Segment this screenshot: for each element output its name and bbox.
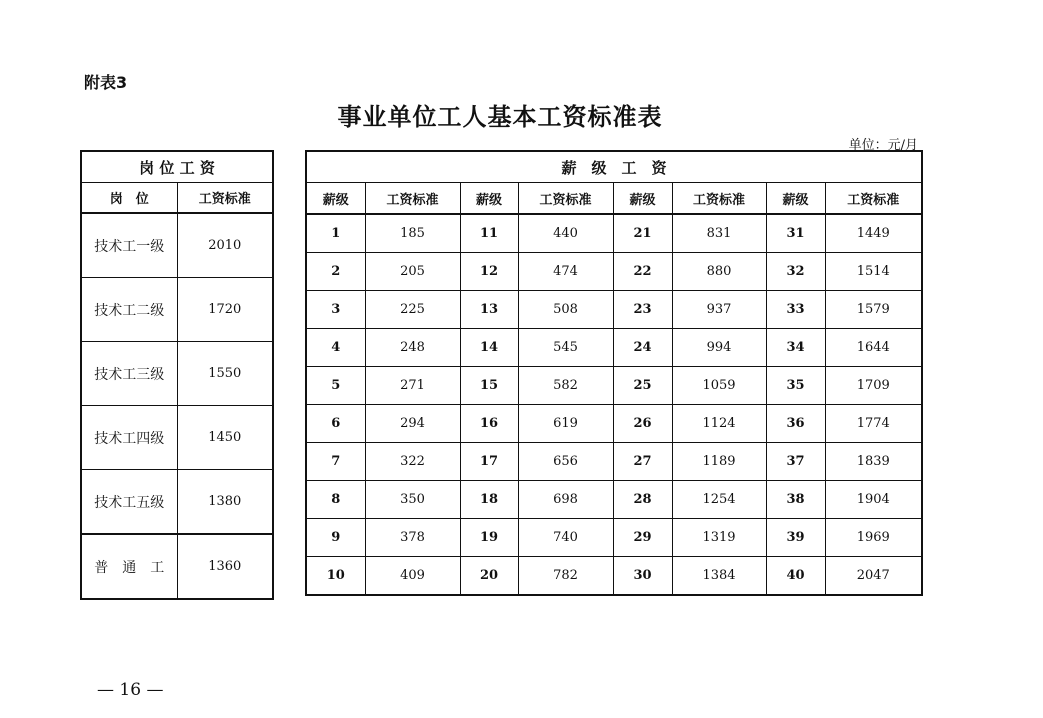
grade-number-cell: 36 xyxy=(766,405,825,443)
grade-number-cell: 10 xyxy=(306,557,365,596)
grade-value-cell: 656 xyxy=(518,443,613,481)
grade-value-cell: 1579 xyxy=(825,291,922,329)
col-grade-standard-header: 工资标准 xyxy=(365,183,460,215)
post-standard-cell: 1360 xyxy=(177,534,273,599)
grade-value-cell: 545 xyxy=(518,329,613,367)
post-wage-header: 岗 位 工 资 xyxy=(81,151,273,183)
table-row xyxy=(81,278,273,342)
grade-value-cell: 1774 xyxy=(825,405,922,443)
post-name-cell: 技术工五级 xyxy=(81,470,177,535)
grade-wage-table xyxy=(305,150,923,596)
grade-value-cell: 782 xyxy=(518,557,613,596)
grade-value-cell: 248 xyxy=(365,329,460,367)
post-name-cell: 技术工三级 xyxy=(81,342,177,406)
grade-number-cell: 26 xyxy=(613,405,672,443)
grade-value-cell: 1254 xyxy=(672,481,766,519)
table-row xyxy=(306,519,922,557)
post-name-cell: 技术工一级 xyxy=(81,213,177,278)
table-row xyxy=(81,342,273,406)
grade-value-cell: 880 xyxy=(672,253,766,291)
grade-number-cell: 17 xyxy=(460,443,518,481)
table-row xyxy=(306,367,922,405)
grade-number-cell: 1 xyxy=(306,214,365,253)
col-grade-header: 薪级 xyxy=(460,183,518,215)
grade-value-cell: 2047 xyxy=(825,557,922,596)
grade-number-cell: 38 xyxy=(766,481,825,519)
grade-value-cell: 1384 xyxy=(672,557,766,596)
grade-number-cell: 4 xyxy=(306,329,365,367)
grade-value-cell: 185 xyxy=(365,214,460,253)
col-grade-standard-header: 工资标准 xyxy=(672,183,766,215)
grade-number-cell: 15 xyxy=(460,367,518,405)
table-row xyxy=(306,214,922,253)
grade-number-cell: 34 xyxy=(766,329,825,367)
grade-value-cell: 350 xyxy=(365,481,460,519)
col-post-header: 岗 位 xyxy=(81,183,177,214)
grade-number-cell: 39 xyxy=(766,519,825,557)
table-row xyxy=(306,443,922,481)
grade-number-cell: 18 xyxy=(460,481,518,519)
grade-value-cell: 322 xyxy=(365,443,460,481)
grade-number-cell: 40 xyxy=(766,557,825,596)
grade-number-cell: 12 xyxy=(460,253,518,291)
table-row xyxy=(306,253,922,291)
grade-value-cell: 1839 xyxy=(825,443,922,481)
grade-number-cell: 14 xyxy=(460,329,518,367)
page-number: — 16 — xyxy=(97,680,164,700)
grade-number-cell: 21 xyxy=(613,214,672,253)
table-row xyxy=(81,534,273,599)
grade-value-cell: 1189 xyxy=(672,443,766,481)
grade-number-cell: 29 xyxy=(613,519,672,557)
post-standard-cell: 1550 xyxy=(177,342,273,406)
grade-number-cell: 37 xyxy=(766,443,825,481)
post-standard-cell: 1720 xyxy=(177,278,273,342)
grade-number-cell: 13 xyxy=(460,291,518,329)
grade-value-cell: 1709 xyxy=(825,367,922,405)
table-row xyxy=(81,470,273,535)
grade-column-headers xyxy=(306,183,922,215)
grade-number-cell: 16 xyxy=(460,405,518,443)
grade-number-cell: 19 xyxy=(460,519,518,557)
grade-number-cell: 24 xyxy=(613,329,672,367)
table-row xyxy=(81,406,273,470)
col-grade-standard-header: 工资标准 xyxy=(825,183,922,215)
page-title: 事业单位工人基本工资标准表 xyxy=(337,103,663,131)
post-standard-cell: 1380 xyxy=(177,470,273,535)
table-row xyxy=(306,557,922,596)
grade-value-cell: 1059 xyxy=(672,367,766,405)
grade-value-cell: 1904 xyxy=(825,481,922,519)
grade-number-cell: 7 xyxy=(306,443,365,481)
grade-value-cell: 1449 xyxy=(825,214,922,253)
grade-table-body xyxy=(306,214,922,595)
grade-number-cell: 9 xyxy=(306,519,365,557)
col-grade-header: 薪级 xyxy=(766,183,825,215)
grade-number-cell: 6 xyxy=(306,405,365,443)
grade-number-cell: 11 xyxy=(460,214,518,253)
grade-value-cell: 740 xyxy=(518,519,613,557)
post-name-cell: 技术工四级 xyxy=(81,406,177,470)
grade-number-cell: 3 xyxy=(306,291,365,329)
col-grade-standard-header: 工资标准 xyxy=(518,183,613,215)
col-grade-header: 薪级 xyxy=(613,183,672,215)
grade-value-cell: 378 xyxy=(365,519,460,557)
post-standard-cell: 1450 xyxy=(177,406,273,470)
table-row xyxy=(306,405,922,443)
grade-number-cell: 28 xyxy=(613,481,672,519)
grade-value-cell: 1969 xyxy=(825,519,922,557)
grade-value-cell: 205 xyxy=(365,253,460,291)
table-row xyxy=(306,481,922,519)
grade-number-cell: 25 xyxy=(613,367,672,405)
grade-number-cell: 35 xyxy=(766,367,825,405)
grade-value-cell: 508 xyxy=(518,291,613,329)
post-table-body xyxy=(81,213,273,599)
grade-value-cell: 409 xyxy=(365,557,460,596)
col-grade-header: 薪级 xyxy=(306,183,365,215)
grade-number-cell: 31 xyxy=(766,214,825,253)
grade-number-cell: 22 xyxy=(613,253,672,291)
grade-value-cell: 582 xyxy=(518,367,613,405)
grade-number-cell: 5 xyxy=(306,367,365,405)
grade-value-cell: 1319 xyxy=(672,519,766,557)
grade-number-cell: 33 xyxy=(766,291,825,329)
grade-value-cell: 225 xyxy=(365,291,460,329)
grade-value-cell: 994 xyxy=(672,329,766,367)
post-name-cell: 技术工二级 xyxy=(81,278,177,342)
grade-wage-header: 薪 级 工 资 xyxy=(306,151,922,183)
grade-value-cell: 1644 xyxy=(825,329,922,367)
grade-number-cell: 30 xyxy=(613,557,672,596)
grade-number-cell: 23 xyxy=(613,291,672,329)
col-standard-header: 工资标准 xyxy=(177,183,273,214)
table-row xyxy=(306,329,922,367)
grade-value-cell: 1124 xyxy=(672,405,766,443)
grade-value-cell: 474 xyxy=(518,253,613,291)
post-standard-cell: 2010 xyxy=(177,213,273,278)
post-wage-table xyxy=(80,150,274,600)
table-row xyxy=(81,213,273,278)
grade-value-cell: 831 xyxy=(672,214,766,253)
grade-value-cell: 937 xyxy=(672,291,766,329)
post-name-cell: 普 通 工 xyxy=(81,534,177,599)
grade-value-cell: 294 xyxy=(365,405,460,443)
appendix-label: 附表3 xyxy=(84,73,128,92)
table-row xyxy=(306,291,922,329)
grade-value-cell: 619 xyxy=(518,405,613,443)
grade-number-cell: 27 xyxy=(613,443,672,481)
grade-number-cell: 20 xyxy=(460,557,518,596)
grade-number-cell: 8 xyxy=(306,481,365,519)
unit-label: 单位：元/月 xyxy=(848,138,918,153)
grade-value-cell: 698 xyxy=(518,481,613,519)
grade-value-cell: 440 xyxy=(518,214,613,253)
grade-value-cell: 271 xyxy=(365,367,460,405)
grade-number-cell: 2 xyxy=(306,253,365,291)
grade-value-cell: 1514 xyxy=(825,253,922,291)
grade-number-cell: 32 xyxy=(766,253,825,291)
